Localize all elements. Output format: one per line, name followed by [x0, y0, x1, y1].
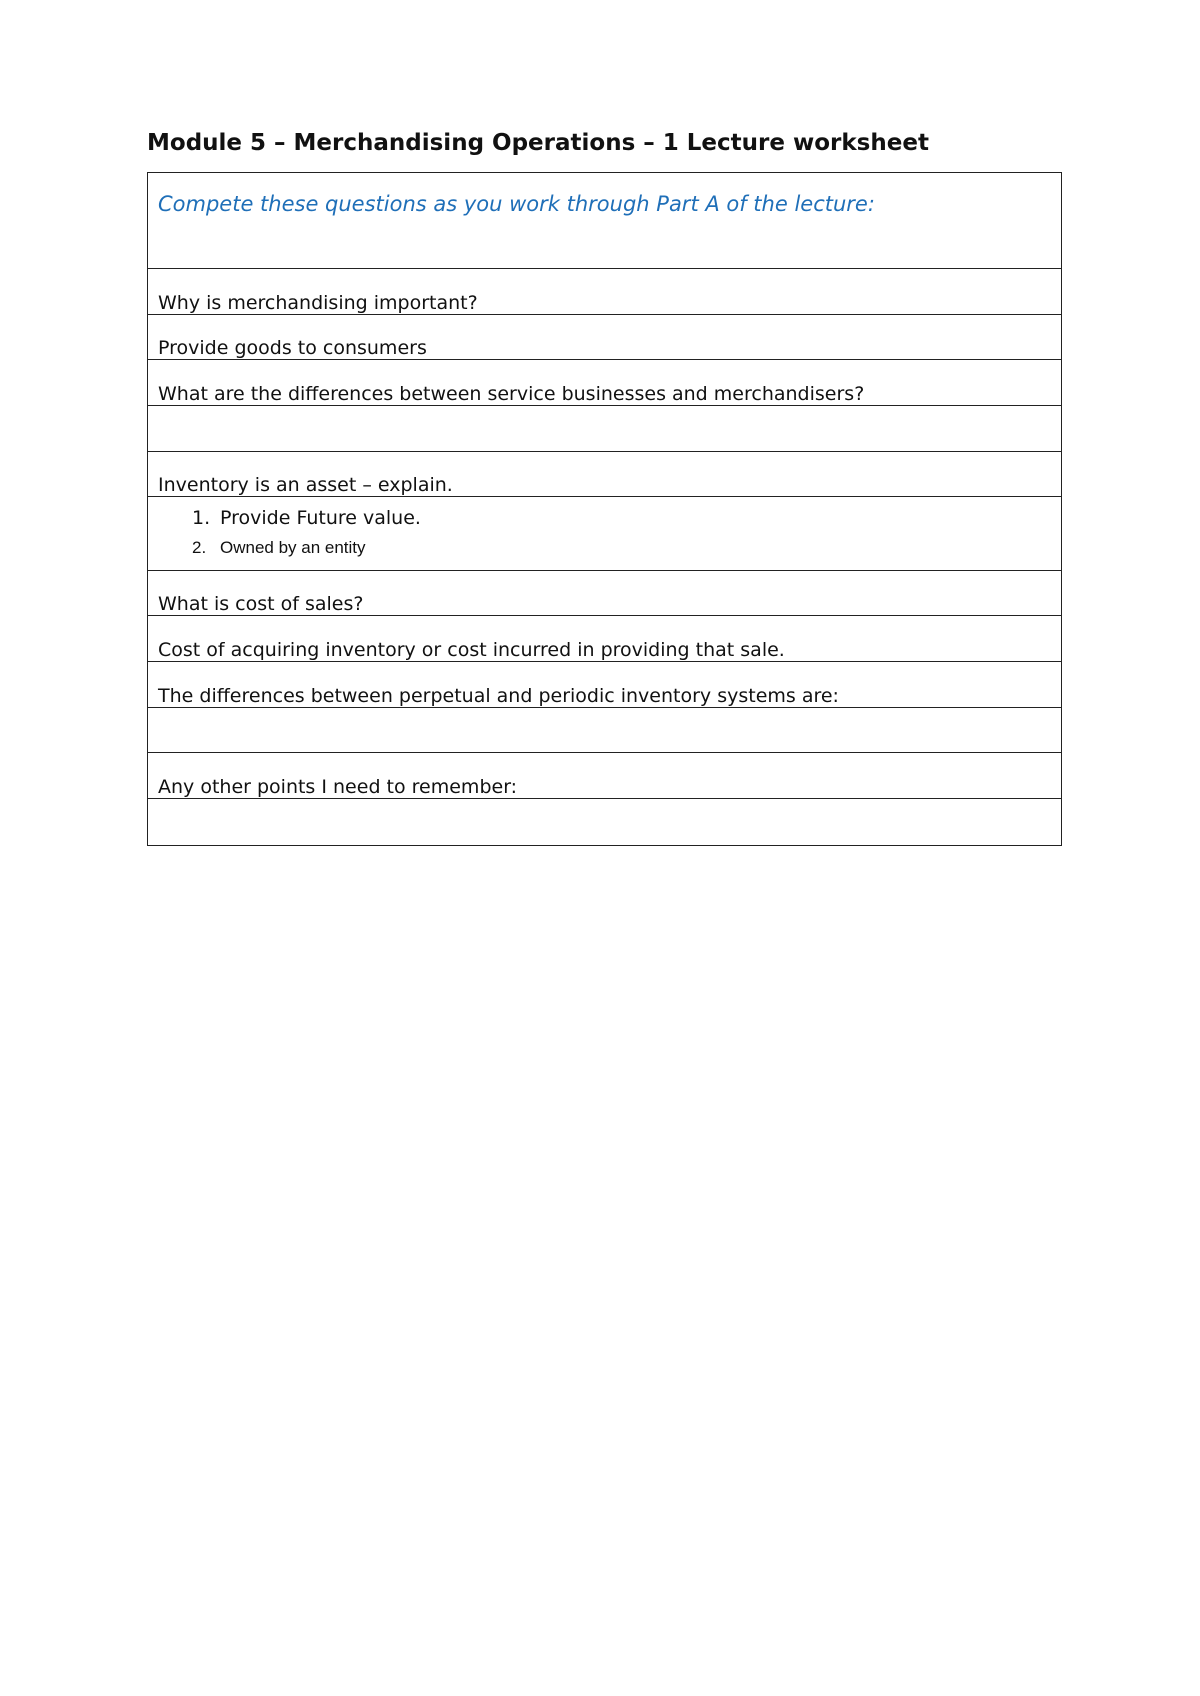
question-row: [148, 269, 1061, 315]
question-text: Why is merchandising important?: [158, 292, 478, 314]
answer-row: [148, 616, 1061, 662]
answer-text: Provide goods to consumers: [158, 337, 427, 359]
question-text: Any other points I need to remember:: [158, 776, 518, 798]
question-row: [148, 571, 1061, 616]
question-text: The differences between perpetual and periodic inventory systems are:: [158, 685, 839, 707]
answer-text: Cost of acquiring inventory or cost incurred in providing that sale.: [158, 639, 785, 661]
question-row: [148, 360, 1061, 406]
list-item-text: Provide Future value.: [220, 507, 421, 529]
answer-row-blank: [148, 799, 1061, 845]
instruction-row: [148, 173, 1061, 269]
answer-list-row: [148, 497, 1061, 571]
list-item: [192, 537, 366, 559]
list-item-number: 1.: [192, 507, 211, 529]
answer-row-blank: [148, 406, 1061, 452]
question-text: What is cost of sales?: [158, 593, 364, 615]
worksheet-table: [147, 172, 1062, 846]
question-text: Inventory is an asset – explain.: [158, 474, 453, 496]
question-row: [148, 753, 1061, 799]
answer-row: [148, 315, 1061, 360]
question-row: [148, 662, 1061, 708]
answer-row-blank: [148, 708, 1061, 753]
list-item: [192, 507, 421, 529]
instruction-text: Compete these questions as you work through Part A of the lecture:: [158, 192, 875, 216]
list-item-text: Owned by an entity: [220, 538, 366, 557]
page-title: Module 5 – Merchandising Operations – 1 Lecture worksheet: [147, 130, 929, 156]
question-row: [148, 452, 1061, 497]
question-text: What are the differences between service businesses and merchandisers?: [158, 383, 865, 405]
list-item-number: 2.: [192, 538, 207, 557]
